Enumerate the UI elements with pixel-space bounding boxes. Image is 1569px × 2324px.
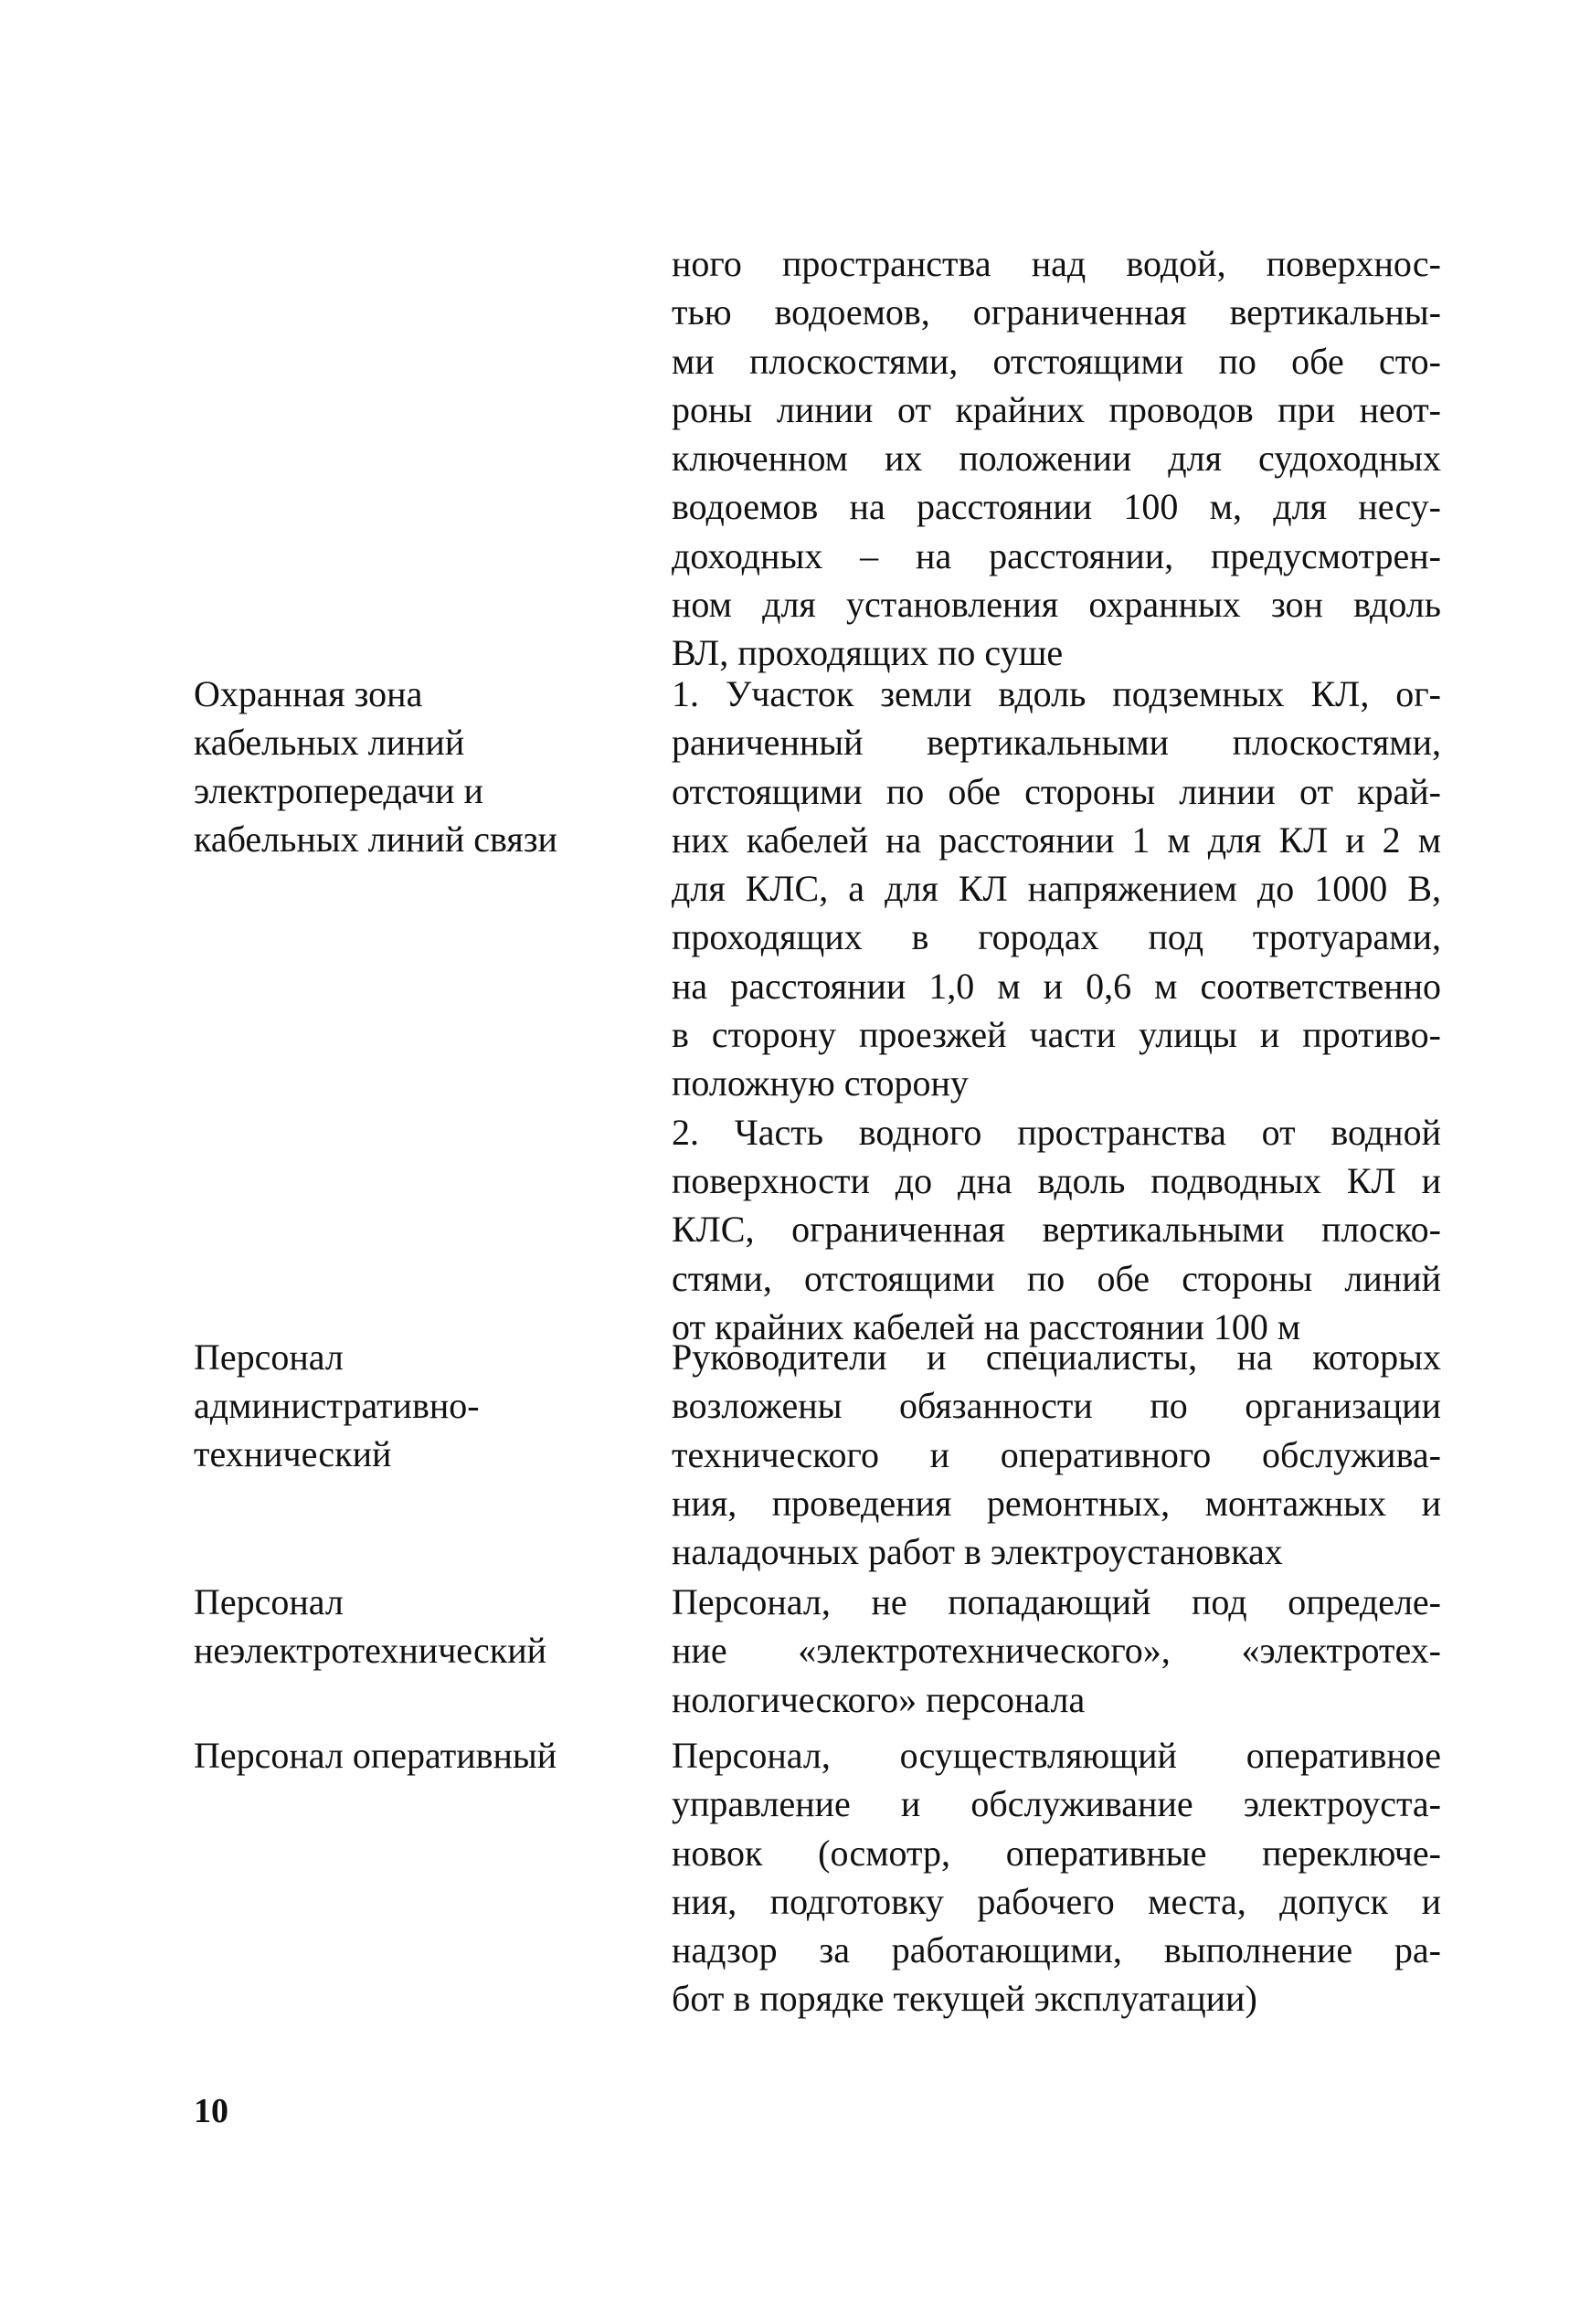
definition-line: ние «электротехнического», «электротех- bbox=[672, 1630, 1441, 1672]
definition-line: наладочных работ в электроустановках bbox=[672, 1531, 1283, 1573]
definition-line: Руководители и специалисты, на которых bbox=[672, 1336, 1441, 1378]
definition-line: роны линии от крайних проводов при неот- bbox=[672, 388, 1441, 430]
definition-line: Персонал, осуществляющий оперативное bbox=[672, 1735, 1441, 1776]
definition-line: поверхности до дна вдоль подводных КЛ и bbox=[672, 1159, 1441, 1201]
definition-line: отстоящими по обе стороны линии от край- bbox=[672, 770, 1441, 812]
continuation-definition bbox=[672, 239, 1441, 678]
definition-line: ми плоскостями, отстоящими по обе сто- bbox=[672, 340, 1441, 382]
glossary-definition bbox=[672, 670, 1441, 1351]
glossary-term bbox=[194, 1731, 651, 1780]
definition-line: надзор за работающими, выполнение ра- bbox=[672, 1929, 1441, 1971]
term-line: Персонал оперативный bbox=[194, 1735, 557, 1776]
glossary-definition bbox=[672, 1333, 1441, 1576]
definition-line: новок (осмотр, оперативные переключе- bbox=[672, 1832, 1441, 1874]
term-line: кабельных линий связи bbox=[194, 819, 557, 860]
glossary-definition bbox=[672, 1731, 1441, 2023]
term-line: неэлектротехнический bbox=[194, 1630, 547, 1671]
definition-line: ния, подготовку рабочего места, допуск и bbox=[672, 1880, 1441, 1922]
term-line: административно- bbox=[194, 1385, 480, 1426]
term-line: технический bbox=[194, 1433, 392, 1474]
term-line: Персонал bbox=[194, 1336, 344, 1378]
glossary-term bbox=[194, 670, 651, 863]
definition-line: тью водоемов, ограниченная вертикальны- bbox=[672, 291, 1441, 333]
definition-line: положную сторону bbox=[672, 1062, 969, 1104]
definition-line: бот в порядке текущей эксплуатации) bbox=[672, 1978, 1257, 2020]
definition-line: стями, отстоящими по обе стороны линий bbox=[672, 1257, 1441, 1299]
definition-line: ключенном их положении для судоходных bbox=[672, 438, 1441, 480]
definition-line: них кабелей на расстоянии 1 м для КЛ и 2 м bbox=[672, 819, 1441, 861]
definition-line: КЛС, ограниченная вертикальными плоско- bbox=[672, 1209, 1441, 1251]
definition-line: от крайних кабелей на расстоянии 100 м bbox=[672, 1305, 1301, 1347]
definition-line: проходящих в городах под тротуарами, bbox=[672, 916, 1441, 958]
definition-line: ния, проведения ремонтных, монтажных и bbox=[672, 1482, 1441, 1524]
definition-line: ном для установления охранных зон вдоль bbox=[672, 584, 1441, 626]
definition-line: доходных – на расстоянии, предусмотрен- bbox=[672, 534, 1441, 576]
definition-line: ВЛ, проходящих по суше bbox=[672, 632, 1064, 674]
definition-line: на расстоянии 1,0 м и 0,6 м соответственно bbox=[672, 965, 1441, 1007]
definition-line: управление и обслуживание электроуста- bbox=[672, 1783, 1441, 1825]
glossary-definition bbox=[672, 1578, 1441, 1724]
definition-line: для КЛС, а для КЛ напряжением до 1000 В, bbox=[672, 868, 1441, 910]
definition-line: в сторону проезжей части улицы и противо- bbox=[672, 1014, 1441, 1056]
term-line: кабельных линий bbox=[194, 722, 465, 763]
definition-line: 1. Участок земли вдоль подземных КЛ, ог- bbox=[672, 673, 1441, 714]
definition-line: ного пространства над водой, поверхнос- bbox=[672, 243, 1441, 284]
glossary-term bbox=[194, 1578, 651, 1674]
definition-line: раниченный вертикальными плоскостями, bbox=[672, 722, 1441, 764]
definition-line: Персонал, не попадающий под определе- bbox=[672, 1581, 1441, 1622]
definition-line: нологического» персонала bbox=[672, 1678, 1086, 1720]
term-line: Охранная зона bbox=[194, 673, 423, 714]
definition-line: 2. Часть водного пространства от водной bbox=[672, 1111, 1441, 1153]
page-number: 10 bbox=[194, 2092, 228, 2130]
term-line: Персонал bbox=[194, 1581, 344, 1622]
glossary-term bbox=[194, 1333, 651, 1478]
definition-line: технического и оперативного обслужива- bbox=[672, 1433, 1441, 1475]
term-line: электропередачи и bbox=[194, 770, 483, 811]
definition-line: возложены обязанности по организации bbox=[672, 1385, 1441, 1427]
definition-line: водоемов на расстоянии 100 м, для несу- bbox=[672, 486, 1441, 528]
